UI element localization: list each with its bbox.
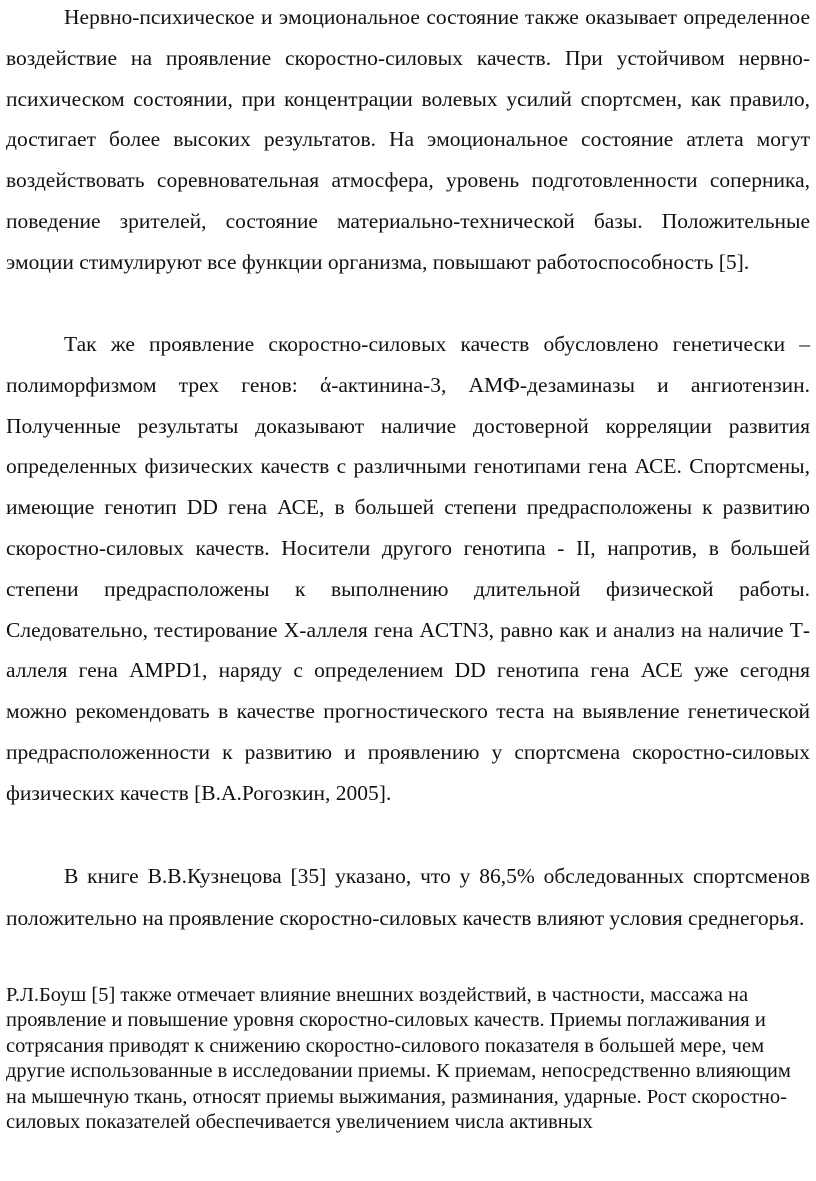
paragraph-genetics: Так же проявление скоростно-силовых качеств обусловлено генетически – полиморфизмом трех генов: ά-актинина-3, АМФ-дезаминазы и ангиотензин. Полученные результаты доказывают наличие достоверной корреляции развития определенных физических качеств с различными генотипами гена АСЕ. Спортсмены, имеющие генотип DD гена АСЕ, в большей степени предрасположены к развитию скоростно-силовых качеств. Носители другого генотипа - II, напротив, в большей степени предрасположены к выполнению длительной физической работы. Следовательно, тестирование Х-аллеля гена ACTN3, равно как и анализ на наличие Т-аллеля гена AMPD1, наряду с определением DD генотипа гена АСЕ уже сегодня можно рекомендовать в качестве прогностического теста на выявление генетической предрасположенности к развитию и проявлению у спортсмена скоростно-силовых физических качеств [В.А.Рогозкин, 2005]. [6, 332, 810, 805]
paragraph-massage: Р.Л.Боуш [5] также отмечает влияние внешних воздействий, в частности, массажа на проявление и повышение уровня скоростно-силовых качеств. Приемы поглаживания и сотрясания приводят к снижению скоростно-силового показателя в большей мере, чем другие использованные в исследовании приемы. К приемам, непосредственно влияющим на мышечную ткань, относят приемы выжимания, разминания, ударные. Рост скоростно-силовых показателей обеспечивается увеличением числа активных [6, 984, 791, 1134]
paragraph-emotional-state: Нервно-психическое и эмоциональное состояние также оказывает определенное воздействие на проявление скоростно-силовых качеств. При устойчивом нервно-психическом состоянии, при концентрации волевых усилий спортсмен, как правило, достигает более высоких результатов. На эмоциональное состояние атлета могут воздействовать соревновательная атмосфера, уровень подготовленности соперника, поведение зрителей, состояние материально-технической базы. Положительные эмоции стимулируют все функции организма, повышают работоспособность [5]. [6, 5, 810, 274]
paragraph-midaltitude: В книге В.В.Кузнецова [35] указано, что у 86,5% обследованных спортсменов положительно на проявление скоростно-силовых качеств влияют условия среднегорья. [6, 864, 810, 930]
